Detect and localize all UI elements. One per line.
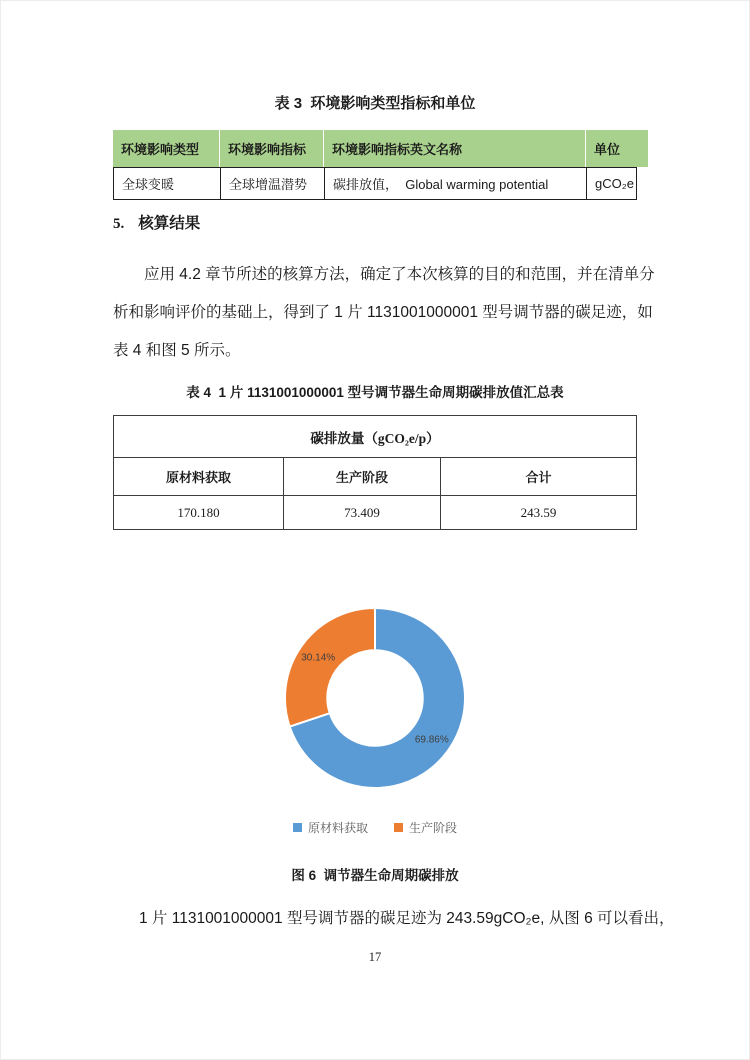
section-number: 5. xyxy=(113,216,125,232)
table4-data-row xyxy=(114,496,636,529)
table3 xyxy=(113,130,648,200)
donut-chart-svg xyxy=(275,598,475,798)
table4-header-cell: 合计 xyxy=(525,470,552,485)
closing-paragraph: 1 片 1131001000001 型号调节器的碳足迹为 243.59gCO₂e, 从图 6 可以看出， xyxy=(139,910,675,927)
table3-header-row xyxy=(113,130,648,167)
table4 xyxy=(113,415,637,530)
table4-header-cell: 原材料获取 xyxy=(114,458,284,495)
table3-title: 表 3 环境影响类型指标和单位 xyxy=(274,95,476,112)
section-heading xyxy=(113,211,200,233)
figure-caption: 图 6 调节器生命周期碳排放 xyxy=(291,868,459,883)
legend-swatch-icon xyxy=(394,823,403,832)
table3-cell: gCO₂e xyxy=(587,168,636,199)
body-paragraph xyxy=(113,256,655,370)
donut-slice-1 xyxy=(285,608,375,727)
table3-cell: 碳排放值， Global warming potential xyxy=(325,168,587,199)
table3-data-row xyxy=(113,167,637,200)
table4-value-cell: 170.180 xyxy=(114,496,284,529)
table3-header-cell: 环境影响指标英文名称 xyxy=(324,130,586,167)
table3-header-cell: 单位 xyxy=(586,130,648,167)
table4-value-cell: 243.59 xyxy=(520,504,557,520)
legend-item-raw-materials xyxy=(293,819,368,836)
table4-merged-header-text: 碳排放量 xyxy=(310,430,365,446)
legend-label: 生产阶段 xyxy=(409,821,458,835)
legend-item-production xyxy=(394,819,457,836)
donut-slice-label-1: 30.14% xyxy=(301,652,336,664)
table3-header-cell: 环境影响类型 xyxy=(113,130,220,167)
table4-merged-header xyxy=(114,416,636,458)
paragraph-line: 表 4 和图 5 所示。 xyxy=(113,342,241,359)
section-title: 核算结果 xyxy=(138,215,201,232)
paragraph-line: 应用 4.2 章节所述的核算方法，确定了本次核算的目的和范围，并在清单分 xyxy=(144,266,655,283)
page-number: 17 xyxy=(368,950,382,964)
legend-label: 原材料获取 xyxy=(307,821,368,835)
table4-merged-header-unit: （gCO₂e/p） xyxy=(364,430,440,446)
table4-header-cell: 生产阶段 xyxy=(284,458,441,495)
table4-header-row xyxy=(114,458,636,496)
table3-cell: 全球增温潜势 xyxy=(221,168,325,199)
table4-value-cell: 73.409 xyxy=(284,496,441,529)
donut-slice-label-0: 69.86% xyxy=(414,734,449,746)
table3-cell: 全球变暖 xyxy=(114,168,221,199)
table3-header-cell: 环境影响指标 xyxy=(220,130,324,167)
legend-swatch-icon xyxy=(293,823,302,832)
table4-title: 表 4 1 片 1131001000001 型号调节器生命周期碳排放值汇总表 xyxy=(186,385,564,400)
paragraph-line: 析和影响评价的基础上，得到了 1 片 1131001000001 型号调节器的碳足迹，如 xyxy=(113,304,653,321)
chart-legend xyxy=(0,819,750,836)
